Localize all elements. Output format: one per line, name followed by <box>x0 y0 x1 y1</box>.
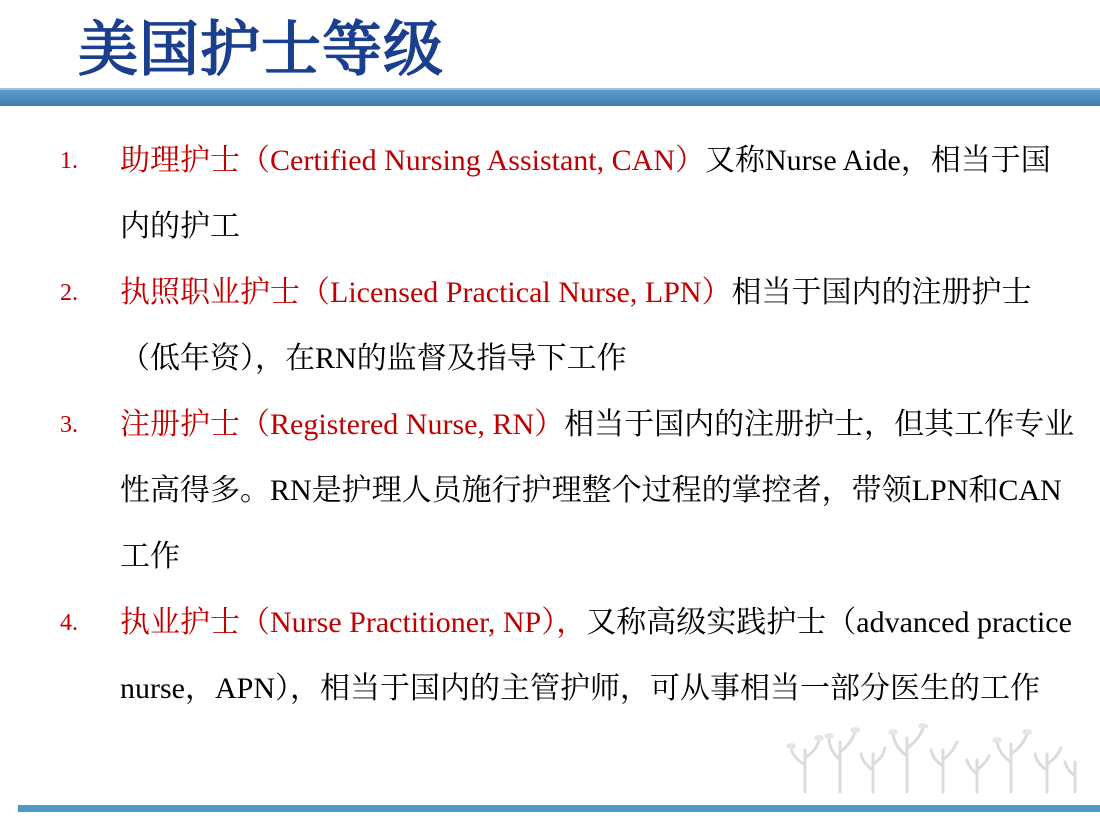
item-term-close: ）， <box>541 605 587 640</box>
item-text-en: APN <box>214 672 275 705</box>
item-text: 相当于国内的注册护士，但其工作专业性高得多。 <box>120 407 1075 508</box>
item-term-zh: 助理护士（ <box>120 143 270 178</box>
item-term-zh: 注册护士（ <box>120 407 270 442</box>
item-term-close: ） <box>534 407 565 442</box>
item-text: 又称 <box>705 143 765 178</box>
item-text-en: CAN <box>998 474 1062 507</box>
item-number: 2. <box>60 280 78 306</box>
item-text: ），相当于国内的主管护师，可从事相当一部分医生的工作 <box>275 671 1040 706</box>
list-item-2 <box>60 260 1080 392</box>
item-text: 是护理人员施行护理整个过程的掌控者，带领 <box>311 473 912 508</box>
title-divider-band <box>0 90 1100 106</box>
bottom-divider <box>18 805 1100 812</box>
item-text: 相当于国内的注册护士（低年资），在 <box>120 275 1032 376</box>
item-term-en: Certified Nursing Assistant, CAN <box>270 144 675 177</box>
item-text: 和 <box>968 473 999 508</box>
item-term-close: ） <box>701 275 732 310</box>
list-item-3 <box>60 392 1080 590</box>
item-number: 3. <box>60 412 78 438</box>
item-number: 1. <box>60 148 78 174</box>
item-text: ，相当于国内的护工 <box>120 143 1051 244</box>
sprout-decoration-icon <box>785 720 1085 795</box>
item-text: 又称高级实践护士（ <box>586 605 857 640</box>
title-divider <box>0 88 1100 108</box>
item-term-en: Licensed Practical Nurse, LPN <box>330 276 702 309</box>
item-term-close: ） <box>675 143 705 178</box>
slide-title: 美国护士等级 <box>78 15 444 85</box>
item-text: 的监督及指导下工作 <box>356 341 627 376</box>
item-term-zh: 执业护士（ <box>120 605 270 640</box>
list-item-1 <box>60 128 1080 260</box>
item-term-en: Registered Nurse, RN <box>270 408 535 441</box>
item-text-en: advanced practice nurse <box>120 606 1072 705</box>
item-text: 工作 <box>120 539 180 574</box>
item-text: ， <box>184 671 215 706</box>
item-text-en: RN <box>315 342 357 375</box>
item-term-en: Nurse Practitioner, NP <box>270 606 542 639</box>
item-term-zh: 执照职业护士（ <box>120 275 330 310</box>
item-text-en: LPN <box>911 474 969 507</box>
item-text-en: RN <box>270 474 312 507</box>
item-text-en: Nurse Aide <box>765 144 901 177</box>
content-list <box>60 128 1080 722</box>
list-item-4 <box>60 590 1080 722</box>
item-number: 4. <box>60 610 78 636</box>
